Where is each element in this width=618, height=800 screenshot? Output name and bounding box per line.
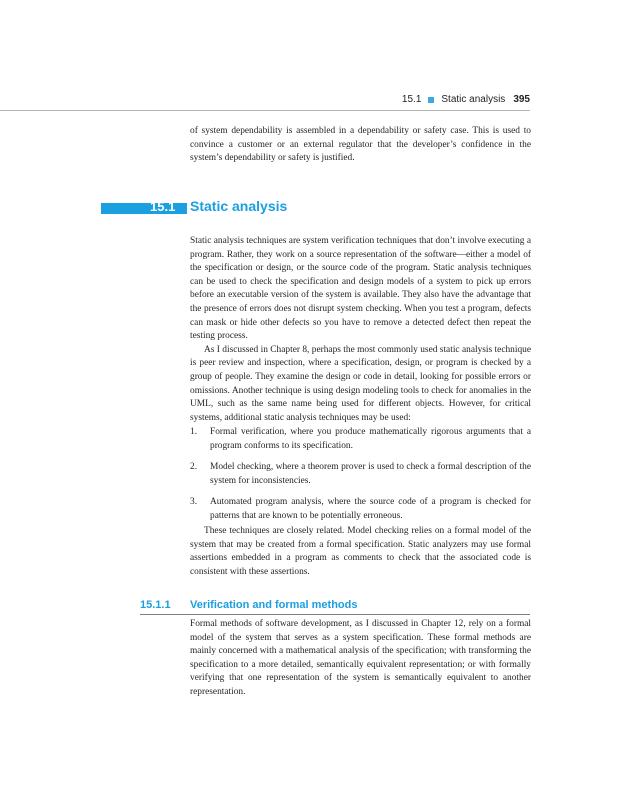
square-bullet-icon xyxy=(428,97,434,103)
subsection-rule xyxy=(140,614,530,615)
section-paragraph-2: As I discussed in Chapter 8, perhaps the most commonly used static analysis technique is peer review and inspection, where a specification, design, or program is checked by a group of people. They examine the design or code in detail, looking for possible errors or omissions. Another technique is using design modeling tools to check for anomalies in the UML, such as the same name being used for different objects. However, for critical systems, additional static analysis techniques may be used: xyxy=(190,344,531,423)
list-item xyxy=(190,426,531,453)
running-head-title: Static analysis xyxy=(441,94,506,105)
running-head xyxy=(402,94,530,105)
running-head-section: 15.1 xyxy=(401,94,422,105)
subsection-number: 15.1.1 xyxy=(140,599,171,611)
intro-text: of system dependability is assembled in a dependability or safety case. This is used to convince a customer or an external regulator that the developer’s confidence in the system’s dependability or safety is justified. xyxy=(190,126,531,164)
list-item-number: 3. xyxy=(190,497,198,508)
header-rule xyxy=(0,110,530,111)
technique-list xyxy=(190,426,531,532)
intro-paragraph xyxy=(190,125,531,166)
subsection-paragraph: Formal methods of software development, as I discussed in Chapter 12, rely on a formal model of the system that serves as a system specification. These formal methods are mainly concerned with a mathematical analysis of the specification; with transforming the specification to a more detailed, semantically equivalent representation; or with formally verifying that one representation of the system is semantically equivalent to another representation. xyxy=(190,619,531,697)
after-list-text: These techniques are closely related. Model checking relies on a formal model of the system that may be created from a formal specification. Static analyzers may use formal assertions embedded in a program as comments to check that the associated code is consistent with these assertions. xyxy=(190,526,531,577)
subsection-body xyxy=(190,618,531,700)
section-body xyxy=(190,235,531,425)
list-item-number: 1. xyxy=(190,427,198,437)
list-item-text: Formal verification, where you produce mathematically rigorous arguments that a program conforms to its specification. xyxy=(210,427,531,451)
section-paragraph-1: Static analysis techniques are system verification techniques that don’t involve executing a program. Rather, they work on a source representation of the software—either a model of the specification or design, or the source code of the program. Static analysis techniques can be used to check the specification and design models of a system to pick up errors before an executable version of the system is available. They also have the advantage that the presence of errors does not disrupt system checking. When you test a program, defects can mask or hide other defects so you have to remove a detected defect then repeat the testing process. xyxy=(190,236,531,342)
section-number: 15.1 xyxy=(150,199,176,214)
list-item-text: Model checking, where a theorem prover is used to check a formal description of the system for inconsistencies. xyxy=(210,462,531,486)
after-list-paragraph xyxy=(190,525,531,579)
page-number: 395 xyxy=(513,94,530,105)
list-item-number: 2. xyxy=(190,462,198,473)
list-item xyxy=(190,461,531,488)
list-item-text: Automated program analysis, where the source code of a program is checked for patterns that are known to be potentially erroneous. xyxy=(210,497,531,521)
subsection-title: Verification and formal methods xyxy=(190,599,358,611)
section-title: Static analysis xyxy=(190,198,288,214)
list-item xyxy=(190,496,531,523)
